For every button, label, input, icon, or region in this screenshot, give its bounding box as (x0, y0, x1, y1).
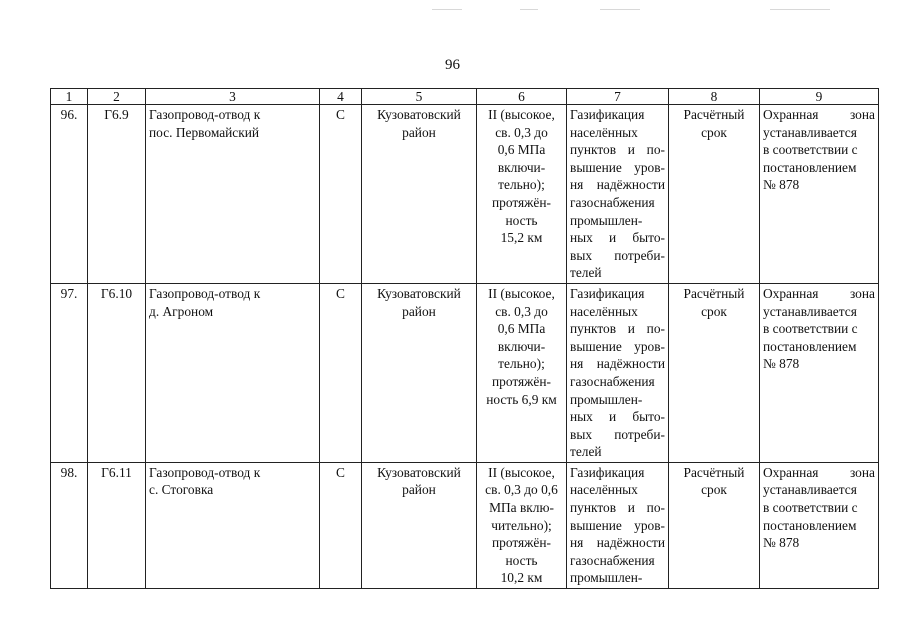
cell-line: телей (570, 265, 602, 281)
cell-line: в соответствии с (763, 321, 858, 337)
cell-line: район (402, 124, 436, 140)
cell-line: с. Стоговка (149, 482, 214, 498)
page-number: 96 (445, 57, 460, 73)
cell-line: ня надёжности (570, 356, 665, 372)
cell-line: включи- (497, 159, 546, 175)
cell-line: св. 0,3 до 0,6 (485, 482, 558, 498)
cell-line: II (высокое, (488, 107, 555, 122)
object-name (146, 462, 320, 588)
cell-line: постановлением (763, 517, 857, 533)
cell-line: район (402, 303, 436, 319)
cell-line: срок (701, 303, 727, 319)
term (669, 283, 760, 462)
cell-line: населённых (570, 303, 638, 319)
cell-line: газоснабжения (570, 373, 655, 389)
cell-line: Охранная зона (763, 107, 875, 122)
cell-line: Газопровод-отвод к (149, 285, 261, 301)
cell-line: ных и быто- (570, 409, 665, 425)
parameters (477, 105, 567, 284)
cell-line: св. 0,3 до (495, 303, 548, 319)
cell-line: промышлен- (570, 212, 643, 228)
cell-line: устанавливается (763, 303, 857, 319)
cell-line: протяжён- (491, 194, 552, 210)
cell-line: № 878 (763, 535, 800, 551)
row-number: 97. (51, 283, 88, 462)
cell-line: вышение уров- (570, 338, 665, 354)
cell-line: ность (505, 212, 538, 228)
cell-line: ня надёжности (570, 535, 665, 551)
protection-zone (760, 462, 879, 588)
header-cell: 4 (320, 89, 362, 105)
purpose (567, 283, 669, 462)
cell-line: Кузоватовский (377, 464, 461, 480)
table-row (51, 283, 879, 462)
cell-line: тельно); (498, 356, 545, 372)
cell-line: вых потреби- (570, 426, 665, 442)
cell-line: Газификация (570, 107, 645, 122)
protection-zone (760, 283, 879, 462)
cell-line: 10,2 км (500, 570, 543, 586)
cell-line: ня надёжности (570, 177, 665, 193)
purpose (567, 462, 669, 588)
cell-line: ных и быто- (570, 230, 665, 246)
cell-line: № 878 (763, 177, 800, 193)
term (669, 105, 760, 284)
cell-line: промышлен- (570, 391, 643, 407)
cell-line: срок (701, 482, 727, 498)
cell-line: постановлением (763, 159, 857, 175)
cell-line: 0,6 МПа (497, 142, 546, 158)
header-cell: 5 (362, 89, 477, 105)
row-number: 96. (51, 105, 88, 284)
header-cell: 3 (146, 89, 320, 105)
object-type: С (320, 462, 362, 588)
row-number: 98. (51, 462, 88, 588)
table-row (51, 105, 879, 284)
cell-line: II (высокое, (488, 464, 555, 480)
cell-line: Расчётный (683, 107, 745, 122)
cell-line: Газопровод-отвод к (149, 107, 261, 122)
term (669, 462, 760, 588)
district (362, 105, 477, 284)
object-name (146, 283, 320, 462)
object-code: Г6.11 (88, 462, 146, 588)
header-cell: 1 (51, 89, 88, 105)
cell-line: вых потреби- (570, 247, 665, 263)
object-type: С (320, 283, 362, 462)
cell-line: устанавливается (763, 482, 857, 498)
cell-line: Кузоватовский (377, 107, 461, 122)
cell-line: Охранная зона (763, 464, 875, 480)
purpose (567, 105, 669, 284)
cell-line: протяжён- (491, 373, 552, 389)
district (362, 283, 477, 462)
cell-line: пос. Первомайский (149, 124, 260, 140)
cell-line: включи- (497, 338, 546, 354)
table-row (51, 462, 879, 588)
cell-line: чительно); (491, 517, 552, 533)
cell-line: газоснабжения (570, 194, 655, 210)
object-type: С (320, 105, 362, 284)
cell-line: населённых (570, 482, 638, 498)
cell-line: св. 0,3 до (495, 124, 548, 140)
cell-line: Газификация (570, 464, 645, 480)
cell-line: Охранная зона (763, 285, 875, 301)
cell-line: пунктов и по- (570, 142, 665, 158)
cell-line: 0,6 МПа (497, 321, 546, 337)
object-code: Г6.9 (88, 105, 146, 284)
cell-line: срок (701, 124, 727, 140)
cell-line: пунктов и по- (570, 500, 665, 516)
cell-line: Газопровод-отвод к (149, 464, 261, 480)
cell-line: устанавливается (763, 124, 857, 140)
cell-line: газоснабжения (570, 552, 655, 568)
cell-line: район (402, 482, 436, 498)
cell-line: промышлен- (570, 570, 643, 586)
parameters (477, 462, 567, 588)
header-cell: 9 (760, 89, 879, 105)
cell-line: 15,2 км (500, 230, 543, 246)
parameters (477, 283, 567, 462)
cell-line: протяжён- (491, 535, 552, 551)
header-cell: 8 (669, 89, 760, 105)
header-cell: 6 (477, 89, 567, 105)
header-row (51, 89, 879, 105)
cell-line: вышение уров- (570, 159, 665, 175)
header-cell: 2 (88, 89, 146, 105)
cell-line: ность 6,9 км (486, 391, 557, 407)
cell-line: Расчётный (683, 285, 745, 301)
cell-line: в соответствии с (763, 500, 858, 516)
protection-zone (760, 105, 879, 284)
cell-line: Кузоватовский (377, 285, 461, 301)
cell-line: вышение уров- (570, 517, 665, 533)
cell-line: II (высокое, (488, 285, 555, 301)
object-code: Г6.10 (88, 283, 146, 462)
cell-line: Газификация (570, 285, 645, 301)
cell-line: постановлением (763, 338, 857, 354)
cell-line: пунктов и по- (570, 321, 665, 337)
cell-line: ность (505, 552, 538, 568)
district (362, 462, 477, 588)
document-table (50, 88, 879, 589)
cell-line: № 878 (763, 356, 800, 372)
cell-line: тельно); (498, 177, 545, 193)
cell-line: Расчётный (683, 464, 745, 480)
cell-line: в соответствии с (763, 142, 858, 158)
cell-line: МПа вклю- (489, 500, 554, 516)
cell-line: телей (570, 444, 602, 460)
cell-line: населённых (570, 124, 638, 140)
header-cell: 7 (567, 89, 669, 105)
cell-line: д. Агроном (149, 303, 214, 319)
object-name (146, 105, 320, 284)
